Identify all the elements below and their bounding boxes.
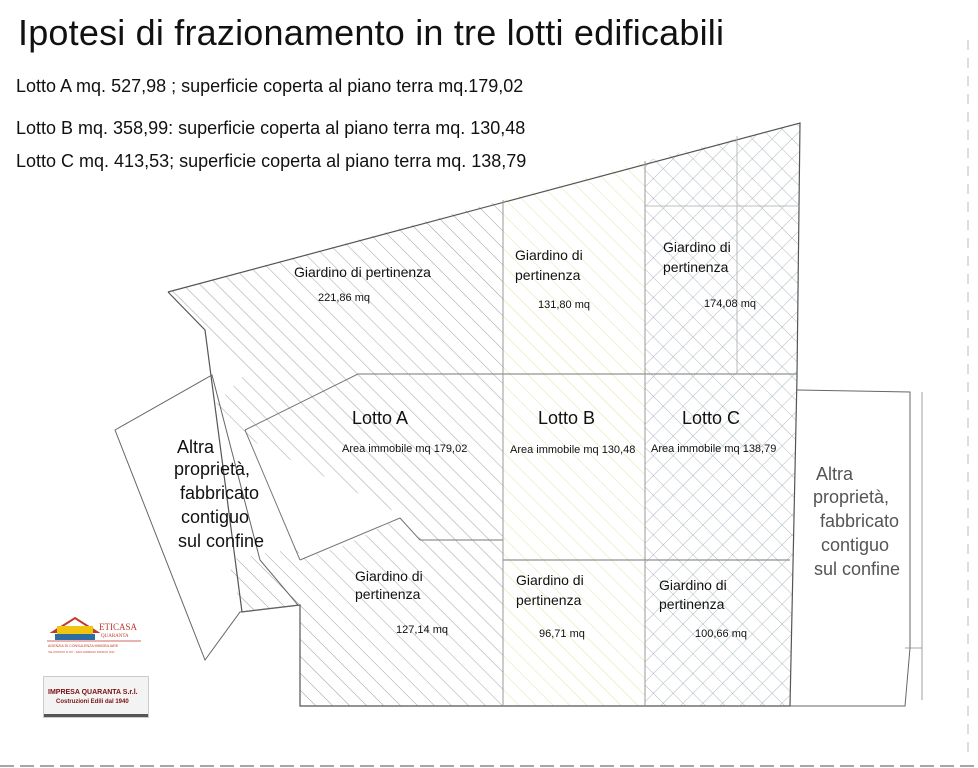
lotto-b-garden-bottom-label1: Giardino di	[516, 572, 584, 588]
page-title: Ipotesi di frazionamento in tre lotti edificabili	[18, 12, 725, 53]
lotto-c-area: Area immobile mq 138,79	[651, 443, 777, 455]
lotto-b-garden-bottom-value: 96,71 mq	[539, 628, 585, 640]
lotto-a-garden-bottom-label1: Giardino di	[355, 568, 423, 584]
lotto-b-garden-top-label1: Giardino di	[515, 247, 583, 263]
left-neighbor-line-4: contiguo	[181, 507, 250, 527]
builder-logo-strip	[44, 714, 148, 717]
lotto-a-garden-top-label: Giardino di pertinenza	[294, 264, 431, 280]
left-neighbor-line-5: sul confine	[178, 531, 265, 551]
lotto-c-garden-top-label1: Giardino di	[663, 239, 731, 255]
lotto-c-garden-bottom-label1: Giardino di	[659, 577, 727, 593]
left-neighbor-line-3: fabbricato	[180, 483, 260, 503]
lotto-c-garden-top-label2: pertinenza	[663, 259, 729, 275]
right-neighbor-line-2: proprietà,	[813, 487, 890, 507]
lotto-a-garden-top-value: 221,86 mq	[318, 292, 370, 304]
summary-lotto-a: Lotto A mq. 527,98 ; superficie coperta al piano terra mq.179,02	[16, 76, 524, 96]
lotto-a-area: Area immobile mq 179,02	[342, 443, 468, 455]
lotto-a-title: Lotto A	[352, 408, 409, 428]
builder-logo-name: IMPRESA QUARANTA S.r.l.	[48, 689, 138, 696]
right-neighbor-line-4: contiguo	[821, 535, 890, 555]
lotto-a-garden-bottom-value: 127,14 mq	[396, 624, 448, 636]
agency-logo-name: ETICASA	[99, 622, 137, 632]
lotto-c-garden-bottom-label2: pertinenza	[659, 596, 725, 612]
lotto-a-garden-bottom-label2: pertinenza	[355, 586, 421, 602]
agency-logo-subname: QUARANTA	[101, 634, 129, 639]
lotto-c-garden-bottom-value: 100,66 mq	[695, 628, 747, 640]
lotto-b-garden-top-value: 131,80 mq	[538, 299, 590, 311]
lotto-b-area: Area immobile mq 130,48	[510, 444, 636, 456]
lotto-b-garden-top-label2: pertinenza	[515, 267, 581, 283]
right-neighbor-line-3: fabbricato	[820, 511, 900, 531]
lotto-c-title: Lotto C	[682, 408, 741, 428]
agency-logo	[45, 612, 143, 664]
lotto-b-title: Lotto B	[538, 408, 596, 428]
summary-lotto-c: Lotto C mq. 413,53; superficie coperta al piano terra mq. 138,79	[16, 151, 527, 171]
right-neighbor-line-5: sul confine	[814, 559, 901, 579]
left-neighbor-line-2: proprietà,	[174, 459, 251, 479]
agency-logo-address: Via XXXXXX N.XX - SAN GIORGIO JONICO (TA)	[48, 650, 115, 654]
lotto-b-garden-bottom-label2: pertinenza	[516, 592, 582, 608]
left-neighbor-line-1: Altra	[177, 437, 215, 457]
builder-logo-tagline: Costruzioni Edili dal 1940	[56, 699, 129, 705]
agency-logo-tagline: AGENZIA DI CONSULENZA IMMOBILIARE	[48, 644, 119, 648]
builder-logo	[43, 676, 149, 718]
lotto-b-region	[503, 161, 645, 706]
right-neighbor-line-1: Altra	[816, 464, 854, 484]
lotto-c-garden-top-value: 174,08 mq	[704, 298, 756, 310]
summary-lotto-b: Lotto B mq. 358,99: superficie coperta al piano terra mq. 130,48	[16, 118, 526, 138]
